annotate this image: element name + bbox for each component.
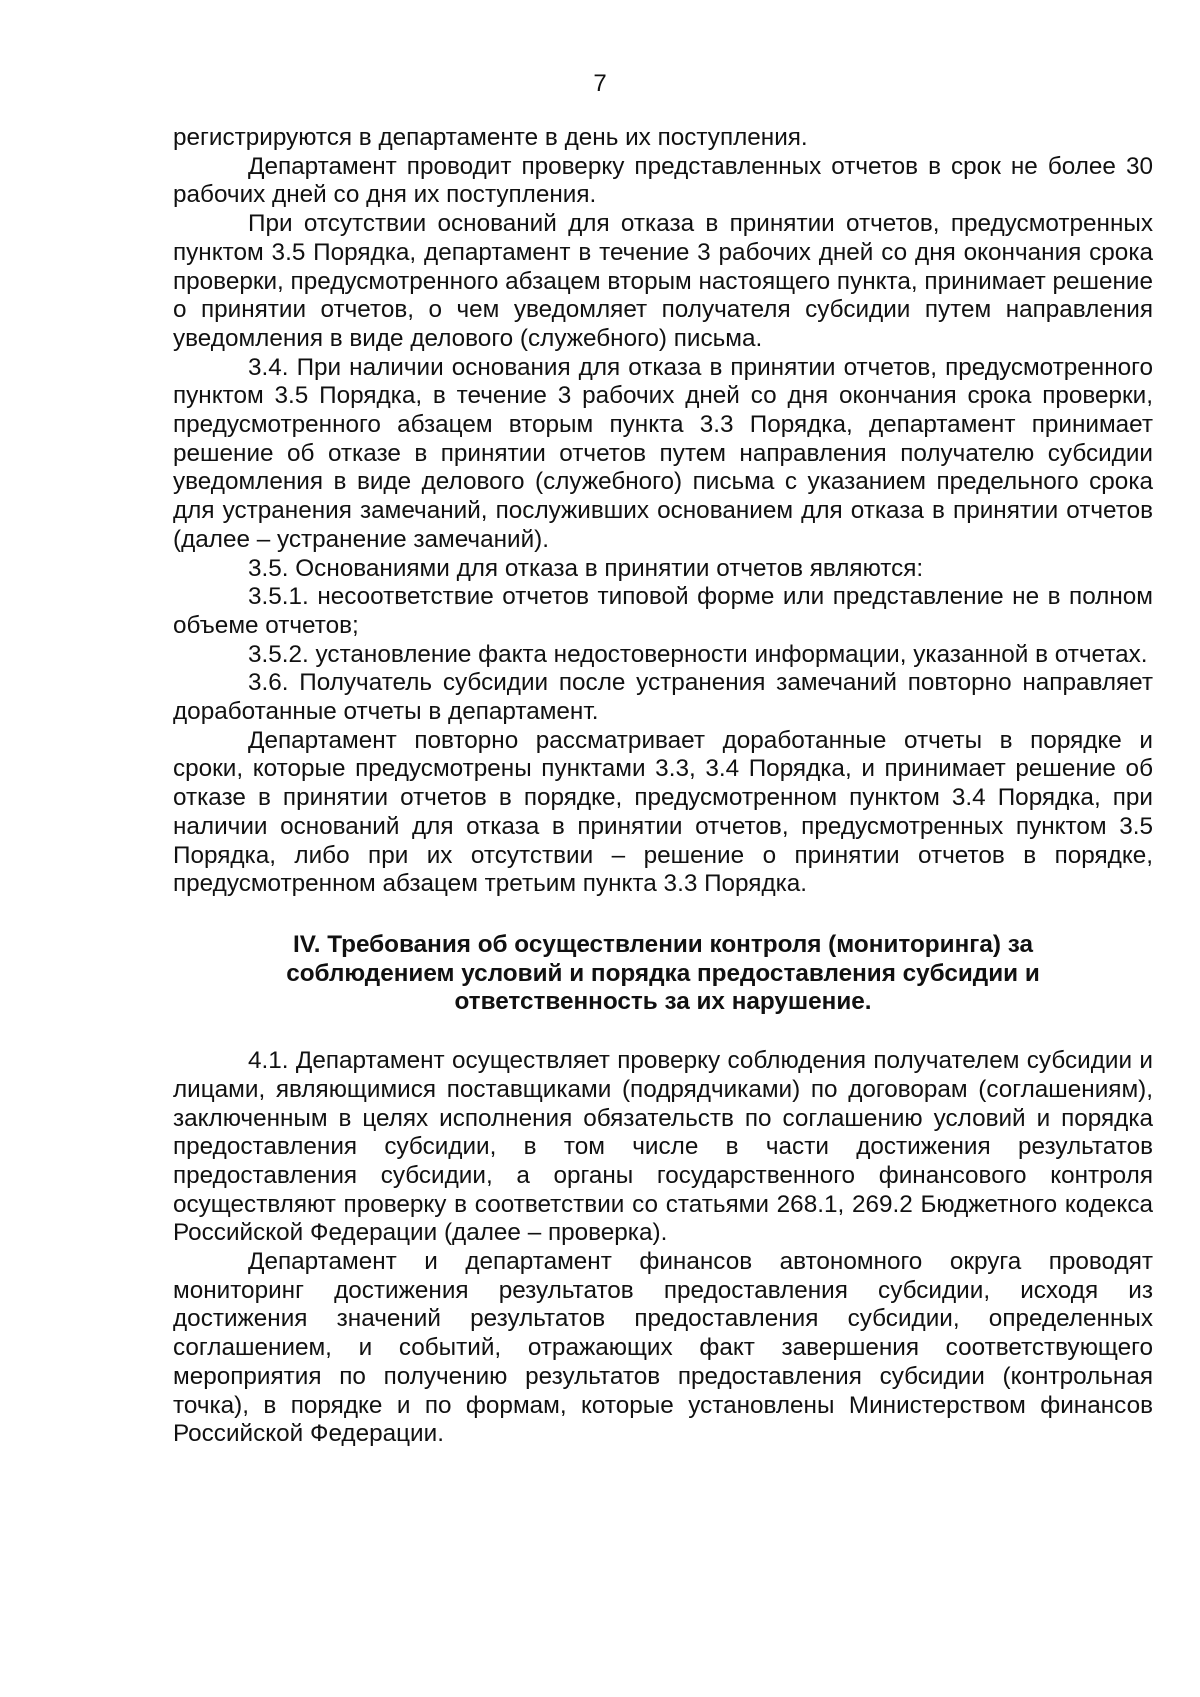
paragraph: При отсутствии оснований для отказа в принятии отчетов, предусмотренных пунктом 3.5 Порядка, департамент в течение 3 рабочих дней со дня окончания срока проверки, предусмотренного абзацем вторым настоящего пункта, принимает решение о принятии отчетов, о чем уведомляет получателя субсидии путем направления уведомления в виде делового (служебного) письма. [173, 210, 1153, 352]
paragraph-clause-3-6: 3.6. Получатель субсидии после устранения замечаний повторно направляет доработанные отчеты в департамент. [173, 669, 1153, 726]
document-body [173, 124, 1153, 1449]
paragraph: Департамент повторно рассматривает доработанные отчеты в порядке и сроки, которые предусмотрены пунктами 3.3, 3.4 Порядка, и принимает решение об отказе в принятии отчетов в порядке, предусмотренном пунктом 3.4 Порядка, при наличии оснований для отказа в принятии отчетов, предусмотренных пунктом 3.5 Порядка, либо при их отсутствии – решение о принятии отчетов в порядке, предусмотренном абзацем третьим пункта 3.3 Порядка. [173, 726, 1153, 898]
page-number: 7 [593, 70, 607, 97]
paragraph: Департамент проводит проверку представленных отчетов в срок не более 30 рабочих дней со дня их поступления. [173, 152, 1153, 209]
paragraph-clause-3-5: 3.5. Основаниями для отказа в принятии отчетов являются: [248, 554, 924, 582]
section-heading: IV. Требования об осуществлении контроля (мониторинга) за соблюдением условий и порядка предоставления субсидии и ответственность за их нарушение. [286, 930, 1040, 1016]
paragraph-clause-3-5-2: 3.5.2. установление факта недостоверности информации, указанной в отчетах. [248, 640, 1148, 668]
paragraph: Департамент и департамент финансов автономного округа проводят мониторинг достижения результатов предоставления субсидии, исходя из достижения значений результатов предоставления субсидии, определенных соглашением, и событий, отражающих факт завершения соответствующего мероприятия по получению результатов предоставления субсидии (контрольная точка), в порядке и по формам, которые установлены Министерством финансов Российской Федерации. [173, 1248, 1153, 1448]
paragraph: регистрируются в департаменте в день их поступления. [173, 124, 808, 151]
paragraph-clause-4-1: 4.1. Департамент осуществляет проверку соблюдения получателем субсидии и лицами, являющимися поставщиками (подрядчиками) по договорам (соглашениям), заключенным в целях исполнения обязательств по соглашению условий и порядка предоставления субсидии, в том числе в части достижения результатов предоставления субсидии, а органы государственного финансового контроля осуществляют проверку в соответствии со статьями 268.1, 269.2 Бюджетного кодекса Российской Федерации (далее – проверка). [173, 1047, 1153, 1247]
paragraph-clause-3-4: 3.4. При наличии основания для отказа в принятии отчетов, предусмотренного пунктом 3.5 Порядка, в течение 3 рабочих дней со дня окончания срока проверки, предусмотренного абзацем вторым пункта 3.3 Порядка, департамент принимает решение об отказе в принятии отчетов путем направления получателю субсидии уведомления в виде делового (служебного) письма с указанием предельного срока для устранения замечаний, послуживших основанием для отказа в принятии отчетов (далее – устранение замечаний). [173, 353, 1153, 553]
paragraph-clause-3-5-1: 3.5.1. несоответствие отчетов типовой форме или представление не в полном объеме отчетов; [173, 583, 1153, 639]
